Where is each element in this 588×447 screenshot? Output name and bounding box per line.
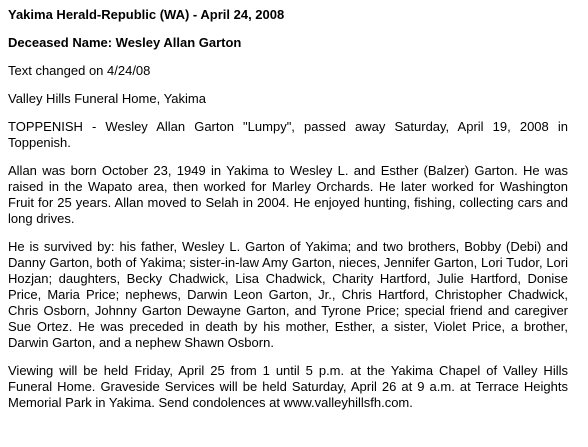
text-changed-note: Text changed on 4/24/08 [8, 63, 151, 78]
newspaper-headline: Yakima Herald-Republic (WA) - April 24, 2008 [8, 7, 285, 22]
deceased-name: Deceased Name: Wesley Allan Garton [8, 35, 242, 50]
obituary-paragraph-biography: Allan was born October 23, 1949 in Yakima to Wesley L. and Esther (Balzer) Garton. He was raised in the Wapato area, then worked for Marley Orchards. He later worked for Washington Fruit for 25 years. Allan moved to Selah in 2004. He enjoyed hunting, fishing, collecting cars and long drives. [8, 163, 568, 226]
obituary-paragraph-intro: TOPPENISH - Wesley Allan Garton "Lumpy", passed away Saturday, April 19, 2008 in Toppenish. [8, 119, 568, 150]
obituary-paragraph-services: Viewing will be held Friday, April 25 from 1 until 5 p.m. at the Yakima Chapel of Valley Hills Funeral Home. Graveside Services will be held Saturday, April 26 at 9 a.m. at Terrace Heights Memorial Park in Yakima. Send condolences at www.valleyhillsfh.com. [8, 363, 568, 410]
obituary-paragraph-survivors: He is survived by: his father, Wesley L. Garton of Yakima; and two brothers, Bobby (Debi) and Danny Garton, both of Yakima; sister-in-law Amy Garton, nieces, Jennifer Garton, Lori Tudor, Lori Hozjan; daughters, Becky Chadwick, Lisa Chadwick, Charity Hartford, Julie Hartford, Donise Price, Maria Price; nephews, Darwin Leon Garton, Jr., Chris Hartford, Christopher Chadwick, Chris Osborn, Johnny Garton Dewayne Garton, and Tyrone Price; special friend and caregiver Sue Ortez. He was preceded in death by his mother, Esther, a sister, Violet Price, a brother, Darwin Garton, and a nephew Shawn Osborn. [8, 239, 568, 350]
funeral-home-name: Valley Hills Funeral Home, Yakima [8, 91, 206, 106]
